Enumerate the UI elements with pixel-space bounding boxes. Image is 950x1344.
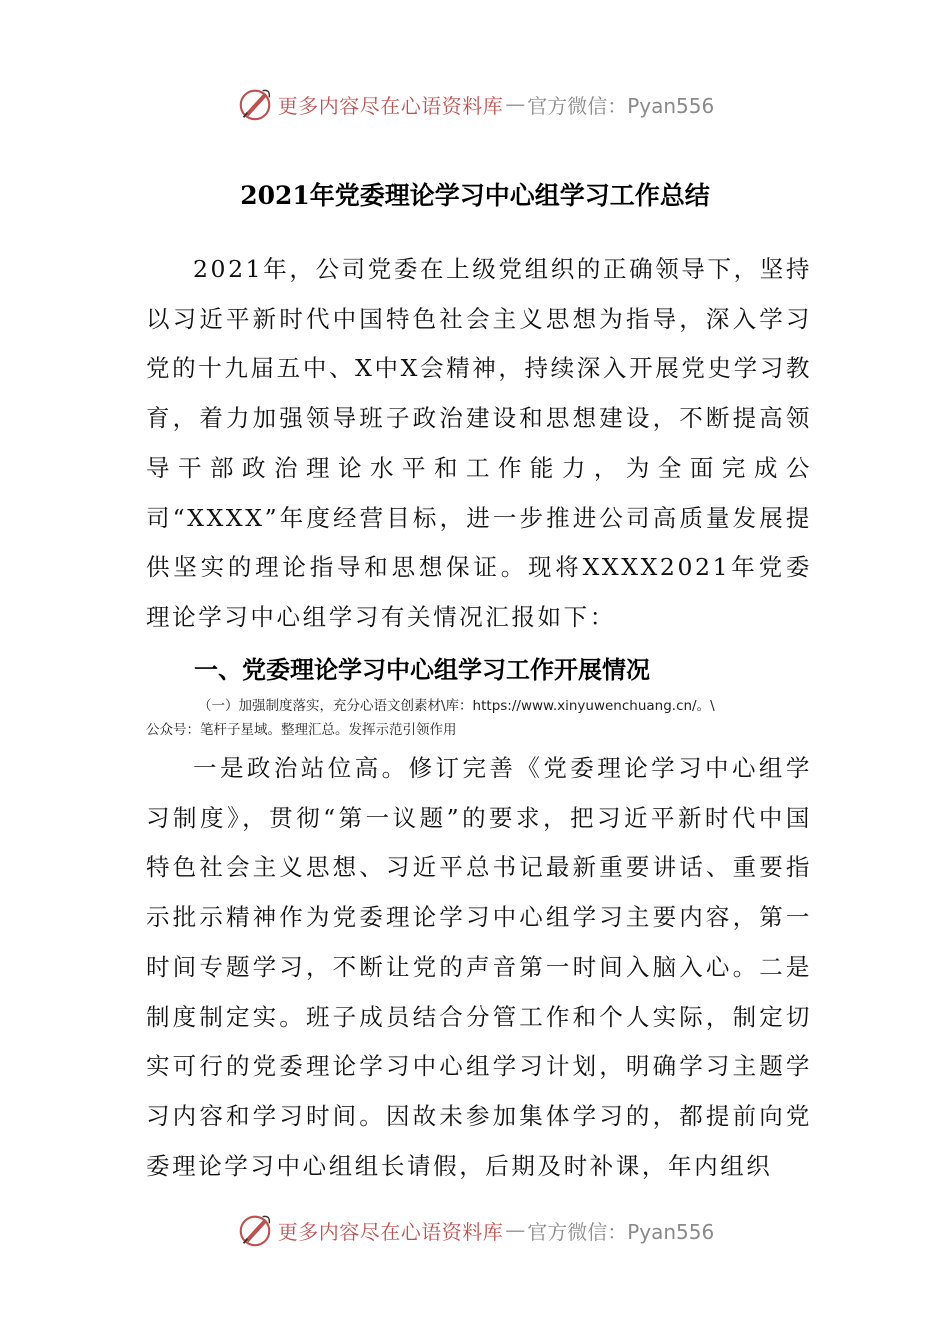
watermark-separator: —: [505, 92, 526, 116]
body-paragraph-1: 2021年，公司党委在上级党组织的正确领导下，坚持以习近平新时代中国特色社会主义思想为指导，深入学习党的十九届五中、X中X会精神，持续深入开展党史学习教育，着力加强领导班子政治建设和思想建设，不断提高领导干部政治理论水平和工作能力，为全面完成公司“XXXX”年度经营目标，进一步推进公司高质量发展提供坚实的理论指导和思想保证。现将XXXX2021年党委理论学习中心组学习有关情况汇报如下：: [146, 255, 812, 631]
section-heading-1: 一、党委理论学习中心组学习工作开展情况: [194, 656, 650, 684]
header-watermark: [0, 84, 950, 124]
quill-pen-logo-icon: [236, 85, 274, 123]
source-note: [146, 694, 812, 742]
watermark-brand-text: 更多内容尽在心语资料库: [277, 93, 504, 118]
watermark-contact-text: 官方微信：Pyan556: [527, 93, 715, 118]
watermark-brand-text: 更多内容尽在心语资料库: [277, 1219, 504, 1244]
quill-pen-logo-icon: [236, 1211, 274, 1249]
source-note-line-1: （一）加强制度落实，充分心语文创素材\库：https://www.xinyuwenchuang.cn/。\: [198, 698, 715, 714]
footer-watermark: [0, 1210, 950, 1250]
document-title: 2021年党委理论学习中心组学习工作总结: [240, 181, 710, 210]
source-note-line-2: 公众号：笔杆子星域。整理汇总。发挥示范引领作用: [146, 722, 457, 738]
watermark-contact-text: 官方微信：Pyan556: [527, 1219, 715, 1244]
body-paragraph-2: 一是政治站位高。修订完善《党委理论学习中心组学习制度》，贯彻“第一议题”的要求，把习近平新时代中国特色社会主义思想、习近平总书记最新重要讲话、重要指示批示精神作为党委理论学习中心组学习主要内容，第一时间专题学习，不断让党的声音第一时间入脑入心。二是制度制定实。班子成员结合分管工作和个人实际，制定切实可行的党委理论学习中心组学习计划，明确学习主题学习内容和学习时间。因故未参加集体学习的，都提前向党委理论学习中心组组长请假，后期及时补课，年内组织: [146, 754, 812, 1180]
watermark-separator: —: [505, 1218, 526, 1242]
